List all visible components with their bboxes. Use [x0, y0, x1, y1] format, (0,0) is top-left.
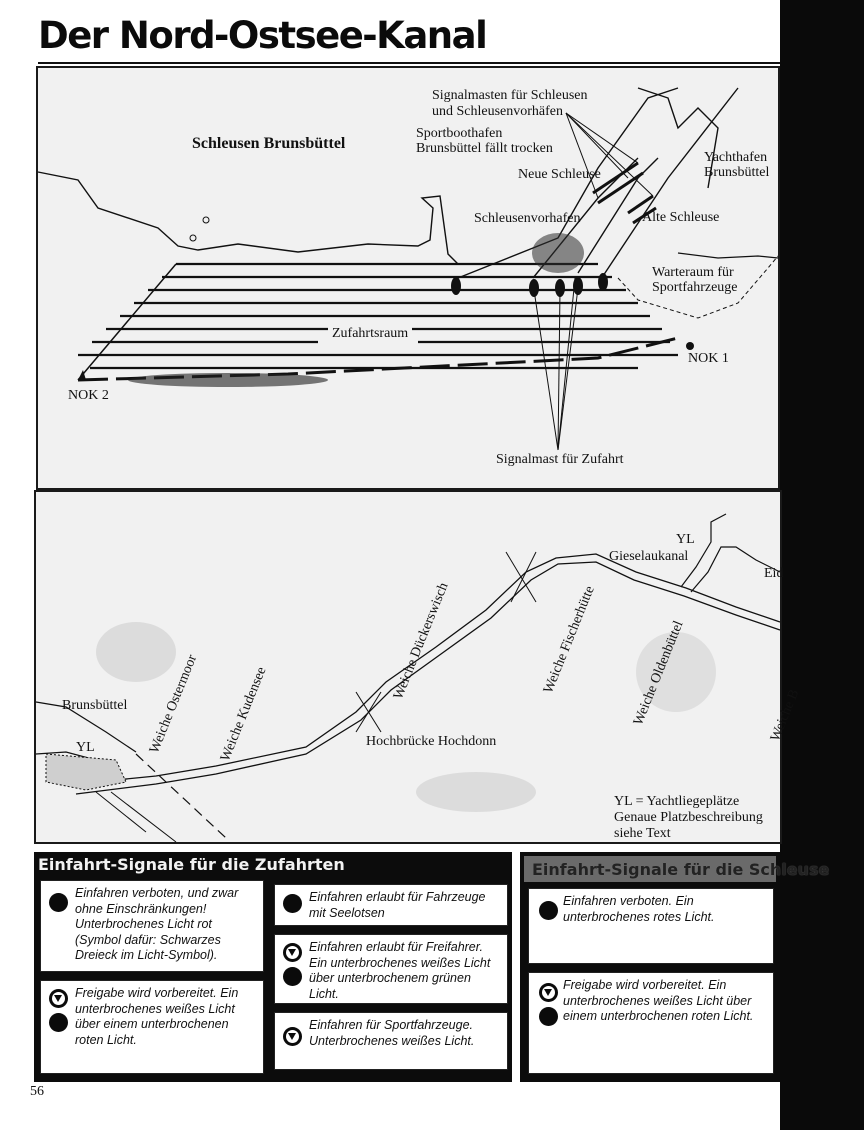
- lock-signals-title: Einfahrt-Signale für die Schleuse: [532, 860, 830, 879]
- signal-box-forbidden: [40, 880, 264, 972]
- lock-map-heading: Schleusen Brunsbüttel: [192, 135, 346, 152]
- gieselaukanal-label: Gieselaukanal: [609, 549, 689, 564]
- weiche-partial-label: Weiche B: [768, 687, 803, 744]
- signal-box-pilots: [274, 884, 508, 926]
- white-light-icon: [49, 989, 68, 1008]
- legend-line-1: YL = Yachtliegeplätze: [614, 794, 740, 809]
- signal-masts-label-1: Signalmasten für Schleusen: [432, 88, 588, 103]
- yl-top-label: YL: [676, 532, 695, 547]
- black-light-icon: [49, 1013, 68, 1032]
- sport-harbour-label-2: Brunsbüttel fällt trocken: [416, 141, 553, 156]
- approach-signals-panel: [34, 852, 512, 1082]
- yl-left-label: YL: [76, 740, 95, 755]
- lock-forehaven-label: Schleusenvorhafen: [474, 211, 581, 226]
- approach-area-label: Zufahrtsraum: [328, 326, 412, 342]
- sport-harbour-label-1: Sportboothafen: [416, 126, 503, 141]
- yacht-harbour-label-2: Brunsbüttel: [704, 165, 770, 180]
- lock-signals-panel: [520, 852, 830, 1082]
- signal-box-prepare-text: Freigabe wird vorbereitet. Ein unterbrochenes weißes Licht über einem unterbrochenen roten Licht.: [75, 986, 239, 1047]
- white-light-icon: [283, 943, 302, 962]
- signal-box-free-sailers-text: Einfahren erlaubt für Freifahrer. Ein unterbrochenes weißes Licht über unterbrochenem grünen Licht.: [309, 940, 491, 1001]
- weiche-oldenbuettel-label: Weiche Oldenbüttel: [631, 618, 687, 728]
- old-lock-label: Alte Schleuse: [642, 210, 720, 225]
- new-lock-label: Neue Schleuse: [518, 167, 601, 182]
- page-title: Der Nord-Ostsee-Kanal: [38, 14, 487, 57]
- page-number: 56: [30, 1084, 44, 1099]
- title-rule: [38, 62, 780, 64]
- white-light-icon: [539, 983, 558, 1002]
- nok1-label: NOK 1: [688, 351, 729, 366]
- lock-map: [36, 66, 780, 490]
- weiche-ostermoor-label: Weiche Ostermoor: [147, 652, 201, 756]
- waiting-area-label-1: Warteraum für: [652, 265, 734, 280]
- hochbruecke-label: Hochbrücke Hochdonn: [366, 734, 497, 749]
- weiche-fischerhuette-label: Weiche Fischerhütte: [541, 583, 598, 696]
- canal-map: [34, 490, 803, 844]
- black-light-icon: [539, 901, 558, 920]
- signal-masts-label-2: und Schleusenvorhäfen: [432, 104, 564, 119]
- lock-signal-box-prepare-text: Freigabe wird vorbereitet. Ein unterbrochenes weißes Licht über einem unterbrochenen roten Licht.: [563, 978, 754, 1023]
- black-light-icon: [49, 893, 68, 912]
- scan-edge: [780, 0, 864, 1130]
- black-light-icon: [283, 967, 302, 986]
- lock-signal-box-forbidden-text: Einfahren verboten. Ein unterbrochenes rotes Licht.: [563, 894, 715, 924]
- weiche-dueckerswisch-label: Weiche Dückerswisch: [391, 580, 452, 702]
- black-light-icon: [539, 1007, 558, 1026]
- approach-mast-label: Signalmast für Zufahrt: [496, 452, 624, 467]
- legend-line-2: Genaue Platzbeschreibung: [614, 810, 763, 825]
- yacht-harbour-label-1: Yachthafen: [704, 150, 768, 165]
- nok2-label: NOK 2: [68, 388, 109, 403]
- signal-box-prepare: [40, 980, 264, 1074]
- weiche-kudensee-label: Weiche Kudensee: [218, 664, 270, 764]
- signal-box-sport-boats-text: Einfahren für Sportfahrzeuge. Unterbrochenes weißes Licht.: [309, 1018, 475, 1048]
- lock-signal-box-forbidden: [528, 888, 774, 964]
- legend-line-3: siehe Text: [614, 826, 671, 841]
- signal-box-sport-boats: [274, 1012, 508, 1070]
- brunsbuettel-label: Brunsbüttel: [62, 698, 128, 713]
- black-light-icon: [283, 894, 302, 913]
- signal-box-forbidden-text: Einfahren verboten, und zwar ohne Einschränkungen! Unterbrochenes Licht rot (Symbol dafür: Schwarzes Dreieck im Licht-Symbol).: [75, 886, 239, 962]
- eider-label: Eid: [764, 566, 784, 581]
- signal-box-free-sailers: [274, 934, 508, 1004]
- approach-signals-title: Einfahrt-Signale für die Zufahrten: [38, 855, 345, 874]
- waiting-area-label-2: Sportfahrzeuge: [652, 280, 738, 295]
- signal-box-pilots-text: Einfahren erlaubt für Fahrzeuge mit Seelotsen: [309, 890, 486, 920]
- lock-signal-box-prepare: [528, 972, 774, 1074]
- white-light-icon: [283, 1027, 302, 1046]
